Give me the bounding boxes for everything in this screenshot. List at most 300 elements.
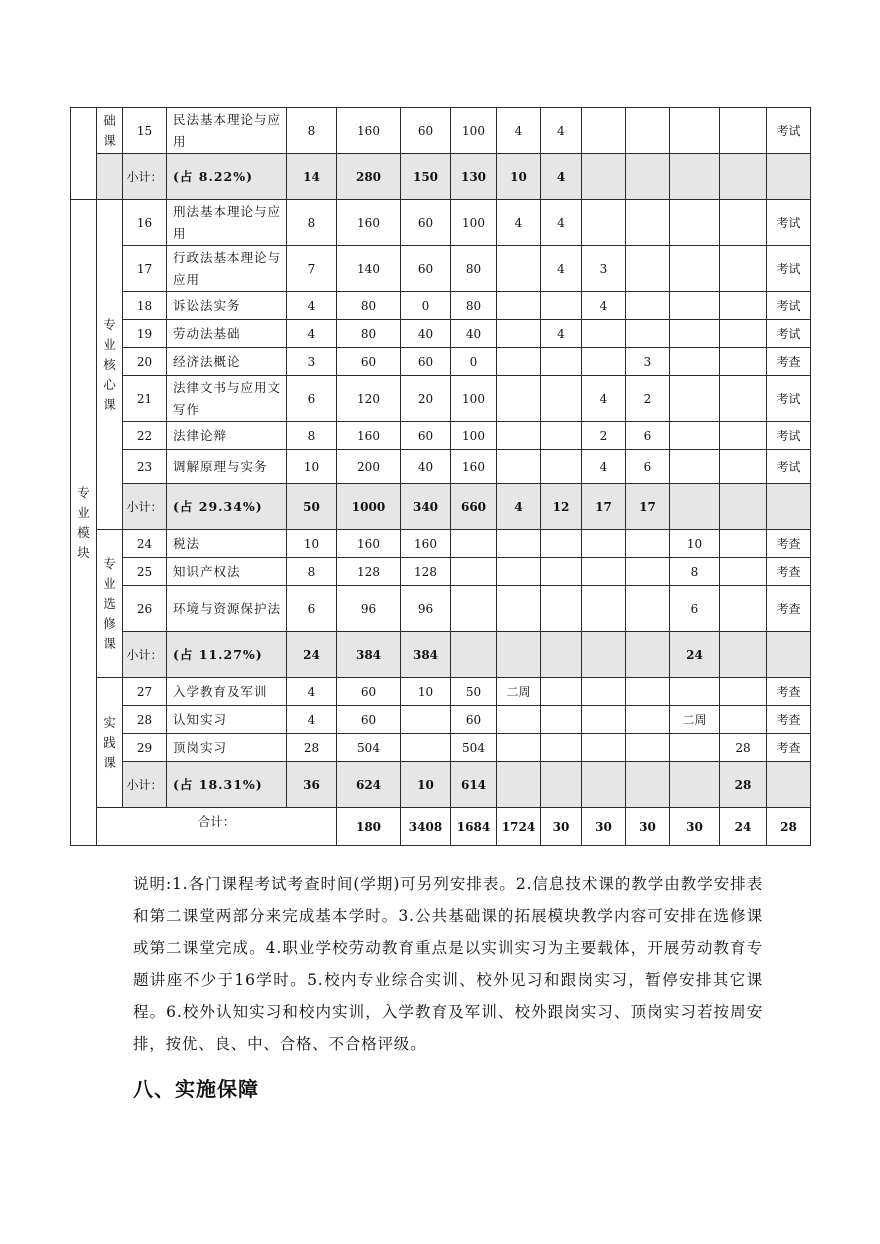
course-s6-cell (720, 678, 767, 706)
table-body (71, 108, 811, 846)
course-s4-cell: 3 (626, 348, 670, 376)
subtotal-practice-cell: 660 (451, 484, 497, 530)
subtotal-s2-cell: 4 (541, 154, 582, 200)
course-s6-cell (720, 586, 767, 632)
course-assess-cell: 考试 (767, 108, 811, 154)
course-s6-cell (720, 292, 767, 320)
total-s1-cell: 30 (541, 808, 582, 846)
course-practice-cell: 40 (451, 320, 497, 348)
total-practice-cell: 1724 (497, 808, 541, 846)
course-s1-cell (497, 586, 541, 632)
course-theory-cell: 20 (401, 376, 451, 422)
table-row (71, 678, 811, 706)
category-core-courses (97, 200, 123, 530)
course-practice-cell (451, 530, 497, 558)
course-name-cell: 民法基本理论与应用 (167, 108, 287, 154)
course-practice-cell (451, 586, 497, 632)
table-row (71, 734, 811, 762)
course-no-cell: 19 (123, 320, 167, 348)
course-hours-cell: 96 (337, 586, 401, 632)
course-hours-cell: 160 (337, 108, 401, 154)
subtotal-s6-cell (720, 484, 767, 530)
course-theory-cell: 60 (401, 422, 451, 450)
course-assess-cell: 考查 (767, 530, 811, 558)
subtotal-s1-cell: 10 (497, 154, 541, 200)
course-s3-cell (582, 348, 626, 376)
course-s3-cell: 2 (582, 422, 626, 450)
total-theory-cell: 1684 (451, 808, 497, 846)
table-row (71, 108, 811, 154)
subtotal-s6-cell (720, 154, 767, 200)
subtotal-row (71, 154, 811, 200)
course-practice-cell (451, 558, 497, 586)
course-no-cell: 20 (123, 348, 167, 376)
course-no-cell: 29 (123, 734, 167, 762)
course-s2-cell: 4 (541, 246, 582, 292)
course-hours-cell: 60 (337, 348, 401, 376)
course-s5-cell (670, 422, 720, 450)
course-practice-cell: 60 (451, 706, 497, 734)
course-assess-cell: 考试 (767, 450, 811, 484)
course-s3-cell (582, 706, 626, 734)
course-hours-cell: 160 (337, 530, 401, 558)
course-name-cell: 调解原理与实务 (167, 450, 287, 484)
course-s2-cell (541, 376, 582, 422)
subtotal-practice-cell (451, 632, 497, 678)
course-theory-cell: 60 (401, 348, 451, 376)
section-heading: 八、实施保障 (133, 1077, 259, 1101)
course-s6-cell: 28 (720, 734, 767, 762)
subtotal-label: 小计： (123, 762, 167, 808)
course-s6-cell (720, 530, 767, 558)
course-assess-cell: 考试 (767, 246, 811, 292)
course-name-cell: 经济法概论 (167, 348, 287, 376)
course-s3-cell: 3 (582, 246, 626, 292)
course-practice-cell: 160 (451, 450, 497, 484)
subtotal-s5-cell (670, 154, 720, 200)
total-hours-cell: 3408 (401, 808, 451, 846)
course-s2-cell (541, 450, 582, 484)
subtotal-hours-cell: 1000 (337, 484, 401, 530)
course-s3-cell: 4 (582, 450, 626, 484)
course-no-cell: 23 (123, 450, 167, 484)
category-elective-courses (97, 530, 123, 678)
subtotal-credits-cell: 24 (287, 632, 337, 678)
subtotal-row (71, 484, 811, 530)
course-s5-cell: 二周 (670, 706, 720, 734)
course-s4-cell (626, 558, 670, 586)
table-row (71, 376, 811, 422)
course-practice-cell: 100 (451, 108, 497, 154)
course-s2-cell (541, 292, 582, 320)
subtotal-s4-cell (626, 154, 670, 200)
course-s6-cell (720, 706, 767, 734)
course-s2-cell (541, 422, 582, 450)
table-row (71, 530, 811, 558)
subtotal-s6-cell (720, 632, 767, 678)
course-credits-cell: 3 (287, 348, 337, 376)
course-s3-cell (582, 586, 626, 632)
course-theory-cell: 60 (401, 200, 451, 246)
table-row (71, 320, 811, 348)
subtotal-s2-cell: 12 (541, 484, 582, 530)
vertical-char: 践 (103, 734, 116, 750)
course-no-cell: 21 (123, 376, 167, 422)
total-s3-cell: 30 (626, 808, 670, 846)
course-credits-cell: 6 (287, 376, 337, 422)
vertical-char: 业 (77, 504, 90, 520)
course-s6-cell (720, 108, 767, 154)
course-no-cell: 17 (123, 246, 167, 292)
subtotal-assess-cell (767, 484, 811, 530)
course-s5-cell (670, 376, 720, 422)
subtotal-s2-cell (541, 762, 582, 808)
course-credits-cell: 8 (287, 558, 337, 586)
course-assess-cell: 考查 (767, 348, 811, 376)
total-s6-cell: 28 (767, 808, 811, 846)
course-s1-cell: 4 (497, 200, 541, 246)
subtotal-row (71, 632, 811, 678)
course-s1-cell: 二周 (497, 678, 541, 706)
course-practice-cell: 100 (451, 376, 497, 422)
subtotal-s2-cell (541, 632, 582, 678)
course-s2-cell (541, 706, 582, 734)
course-no-cell: 27 (123, 678, 167, 706)
total-row (71, 808, 811, 846)
table-row (71, 292, 811, 320)
course-name-cell: 劳动法基础 (167, 320, 287, 348)
vertical-char: 课 (103, 754, 116, 770)
course-s1-cell (497, 530, 541, 558)
subtotal-s1-cell: 4 (497, 484, 541, 530)
course-assess-cell: 考试 (767, 376, 811, 422)
vertical-char: 课 (103, 635, 116, 651)
course-s1-cell (497, 292, 541, 320)
subtotal-s3-cell: 17 (582, 484, 626, 530)
vertical-char: 修 (103, 615, 116, 631)
vertical-char: 模 (77, 524, 90, 540)
total-s5-cell: 24 (720, 808, 767, 846)
course-s3-cell (582, 200, 626, 246)
course-credits-cell: 8 (287, 422, 337, 450)
course-name-cell: 税法 (167, 530, 287, 558)
subtotal-theory-cell: 340 (401, 484, 451, 530)
course-s2-cell: 4 (541, 200, 582, 246)
subtotal-label: 小计： (123, 154, 167, 200)
course-assess-cell: 考查 (767, 706, 811, 734)
course-s5-cell (670, 292, 720, 320)
course-hours-cell: 60 (337, 678, 401, 706)
subtotal-percentage: (占 18.31%) (167, 762, 287, 808)
course-theory-cell (401, 734, 451, 762)
course-s1-cell (497, 320, 541, 348)
course-s5-cell: 6 (670, 586, 720, 632)
course-credits-cell: 4 (287, 320, 337, 348)
subtotal-s4-cell (626, 632, 670, 678)
course-s1-cell (497, 450, 541, 484)
subtotal-theory-cell: 10 (401, 762, 451, 808)
course-s4-cell (626, 530, 670, 558)
category-blank-cell (97, 154, 123, 200)
subtotal-label: 小计： (123, 484, 167, 530)
subtotal-s1-cell (497, 762, 541, 808)
course-theory-cell: 40 (401, 450, 451, 484)
course-s4-cell (626, 734, 670, 762)
course-no-cell: 15 (123, 108, 167, 154)
course-s3-cell (582, 108, 626, 154)
course-no-cell: 24 (123, 530, 167, 558)
course-s4-cell: 2 (626, 376, 670, 422)
subtotal-percentage: (占 11.27%) (167, 632, 287, 678)
total-s4-cell: 30 (670, 808, 720, 846)
subtotal-label: 小计： (123, 632, 167, 678)
subtotal-credits-cell: 14 (287, 154, 337, 200)
course-credits-cell: 4 (287, 706, 337, 734)
course-no-cell: 26 (123, 586, 167, 632)
table-row (71, 558, 811, 586)
course-s6-cell (720, 320, 767, 348)
vertical-char: 实 (103, 714, 116, 730)
course-theory-cell: 160 (401, 530, 451, 558)
course-name-cell: 刑法基本理论与应用 (167, 200, 287, 246)
course-practice-cell: 80 (451, 246, 497, 292)
subtotal-percentage: (占 8.22%) (167, 154, 287, 200)
course-credits-cell: 8 (287, 200, 337, 246)
course-s5-cell (670, 320, 720, 348)
course-hours-cell: 504 (337, 734, 401, 762)
subtotal-credits-cell: 36 (287, 762, 337, 808)
course-s2-cell: 4 (541, 320, 582, 348)
course-s3-cell (582, 678, 626, 706)
subtotal-assess-cell (767, 762, 811, 808)
table-row (71, 450, 811, 484)
vertical-char: 选 (103, 595, 116, 611)
course-name-cell: 法律论辩 (167, 422, 287, 450)
course-s4-cell (626, 246, 670, 292)
course-hours-cell: 160 (337, 200, 401, 246)
course-hours-cell: 140 (337, 246, 401, 292)
course-theory-cell (401, 706, 451, 734)
course-name-cell: 诉讼法实务 (167, 292, 287, 320)
course-s2-cell (541, 530, 582, 558)
course-no-cell: 18 (123, 292, 167, 320)
course-credits-cell: 6 (287, 586, 337, 632)
course-s1-cell (497, 348, 541, 376)
course-hours-cell: 128 (337, 558, 401, 586)
course-practice-cell: 50 (451, 678, 497, 706)
course-s4-cell (626, 678, 670, 706)
subtotal-percentage: (占 29.34%) (167, 484, 287, 530)
course-assess-cell: 考试 (767, 292, 811, 320)
course-s1-cell (497, 734, 541, 762)
subtotal-s6-cell: 28 (720, 762, 767, 808)
course-practice-cell: 100 (451, 200, 497, 246)
course-s5-cell (670, 108, 720, 154)
course-s1-cell (497, 376, 541, 422)
course-name-cell: 知识产权法 (167, 558, 287, 586)
subtotal-s5-cell: 24 (670, 632, 720, 678)
course-assess-cell: 考查 (767, 586, 811, 632)
course-practice-cell: 504 (451, 734, 497, 762)
course-s6-cell (720, 558, 767, 586)
table-row (71, 422, 811, 450)
course-hours-cell: 160 (337, 422, 401, 450)
module-major-label (71, 200, 97, 846)
total-label: 合计： (97, 808, 337, 846)
subtotal-practice-cell: 614 (451, 762, 497, 808)
course-practice-cell: 100 (451, 422, 497, 450)
course-assess-cell: 考试 (767, 422, 811, 450)
course-assess-cell: 考查 (767, 734, 811, 762)
table-row (71, 586, 811, 632)
vertical-char: 础 (103, 112, 116, 128)
course-theory-cell: 128 (401, 558, 451, 586)
course-theory-cell: 60 (401, 108, 451, 154)
course-s3-cell: 4 (582, 292, 626, 320)
vertical-char: 课 (103, 396, 116, 412)
course-hours-cell: 200 (337, 450, 401, 484)
subtotal-assess-cell (767, 632, 811, 678)
course-s6-cell (720, 450, 767, 484)
course-s2-cell (541, 586, 582, 632)
subtotal-s3-cell (582, 632, 626, 678)
course-credits-cell: 10 (287, 530, 337, 558)
subtotal-s5-cell (670, 762, 720, 808)
course-theory-cell: 40 (401, 320, 451, 348)
course-theory-cell: 0 (401, 292, 451, 320)
course-s3-cell (582, 734, 626, 762)
vertical-char: 心 (103, 376, 116, 392)
curriculum-table (70, 107, 811, 846)
vertical-char: 业 (103, 336, 116, 352)
subtotal-s1-cell (497, 632, 541, 678)
course-s3-cell (582, 530, 626, 558)
total-credits-cell: 180 (337, 808, 401, 846)
course-assess-cell: 考查 (767, 558, 811, 586)
course-s5-cell: 8 (670, 558, 720, 586)
table-row (71, 348, 811, 376)
course-s1-cell (497, 558, 541, 586)
course-s4-cell (626, 108, 670, 154)
subtotal-s5-cell (670, 484, 720, 530)
course-s4-cell (626, 200, 670, 246)
course-s1-cell (497, 422, 541, 450)
vertical-char: 专 (103, 555, 116, 571)
course-hours-cell: 120 (337, 376, 401, 422)
course-no-cell: 25 (123, 558, 167, 586)
notes-paragraph: 说明:1.各门课程考试考查时间(学期)可另列安排表。2.信息技术课的教学由教学安排表和第二课堂两部分来完成基本学时。3.公共基础课的拓展模块教学内容可安排在选修课或第二课堂完成。4.职业学校劳动教育重点是以实训实习为主要载体，开展劳动教育专题讲座不少于16学时。5.校内专业综合实训、校外见习和跟岗实习，暂停安排其它课程。6.校外认知实习和校内实训，入学教育及军训、校外跟岗实习、顶岗实习若按周安排，按优、良、中、合格、不合格评级。 (133, 875, 763, 1053)
subtotal-row (71, 762, 811, 808)
course-s5-cell (670, 348, 720, 376)
course-practice-cell: 0 (451, 348, 497, 376)
course-credits-cell: 8 (287, 108, 337, 154)
vertical-char: 块 (77, 544, 90, 560)
module-column-blank (71, 108, 97, 200)
vertical-char: 专 (103, 316, 116, 332)
category-basic-course (97, 108, 123, 154)
course-hours-cell: 80 (337, 320, 401, 348)
course-theory-cell: 10 (401, 678, 451, 706)
vertical-char: 专 (77, 484, 90, 500)
course-name-cell: 入学教育及军训 (167, 678, 287, 706)
total-s2-cell: 30 (582, 808, 626, 846)
course-s1-cell: 4 (497, 108, 541, 154)
table-row (71, 200, 811, 246)
course-name-cell: 顶岗实习 (167, 734, 287, 762)
course-credits-cell: 10 (287, 450, 337, 484)
course-s3-cell: 4 (582, 376, 626, 422)
course-s1-cell (497, 246, 541, 292)
subtotal-assess-cell (767, 154, 811, 200)
course-s4-cell (626, 706, 670, 734)
table-row (71, 246, 811, 292)
course-assess-cell: 考查 (767, 678, 811, 706)
course-s3-cell (582, 558, 626, 586)
subtotal-theory-cell: 384 (401, 632, 451, 678)
subtotal-practice-cell: 130 (451, 154, 497, 200)
course-s6-cell (720, 200, 767, 246)
course-name-cell: 环境与资源保护法 (167, 586, 287, 632)
course-s5-cell (670, 678, 720, 706)
subtotal-theory-cell: 150 (401, 154, 451, 200)
course-s6-cell (720, 376, 767, 422)
course-practice-cell: 80 (451, 292, 497, 320)
course-s2-cell (541, 678, 582, 706)
course-s2-cell: 4 (541, 108, 582, 154)
course-name-cell: 认知实习 (167, 706, 287, 734)
course-hours-cell: 80 (337, 292, 401, 320)
course-hours-cell: 60 (337, 706, 401, 734)
course-s2-cell (541, 558, 582, 586)
course-s5-cell (670, 450, 720, 484)
course-credits-cell: 4 (287, 292, 337, 320)
subtotal-s3-cell (582, 762, 626, 808)
course-s4-cell: 6 (626, 422, 670, 450)
course-assess-cell: 考试 (767, 200, 811, 246)
course-s3-cell (582, 320, 626, 348)
subtotal-hours-cell: 384 (337, 632, 401, 678)
vertical-char: 业 (103, 575, 116, 591)
course-s6-cell (720, 422, 767, 450)
vertical-char: 核 (103, 356, 116, 372)
course-s4-cell (626, 586, 670, 632)
course-s4-cell: 6 (626, 450, 670, 484)
subtotal-credits-cell: 50 (287, 484, 337, 530)
course-credits-cell: 28 (287, 734, 337, 762)
course-s5-cell: 10 (670, 530, 720, 558)
subtotal-hours-cell: 624 (337, 762, 401, 808)
vertical-char: 课 (103, 132, 116, 148)
subtotal-s4-cell: 17 (626, 484, 670, 530)
course-s4-cell (626, 292, 670, 320)
course-s4-cell (626, 320, 670, 348)
subtotal-s4-cell (626, 762, 670, 808)
course-theory-cell: 96 (401, 586, 451, 632)
course-s6-cell (720, 246, 767, 292)
subtotal-hours-cell: 280 (337, 154, 401, 200)
course-no-cell: 28 (123, 706, 167, 734)
course-no-cell: 22 (123, 422, 167, 450)
course-no-cell: 16 (123, 200, 167, 246)
category-practice-courses (97, 678, 123, 808)
course-assess-cell: 考试 (767, 320, 811, 348)
course-s5-cell (670, 734, 720, 762)
course-s2-cell (541, 734, 582, 762)
course-s1-cell (497, 706, 541, 734)
course-name-cell: 法律文书与应用文写作 (167, 376, 287, 422)
course-s5-cell (670, 246, 720, 292)
subtotal-s3-cell (582, 154, 626, 200)
